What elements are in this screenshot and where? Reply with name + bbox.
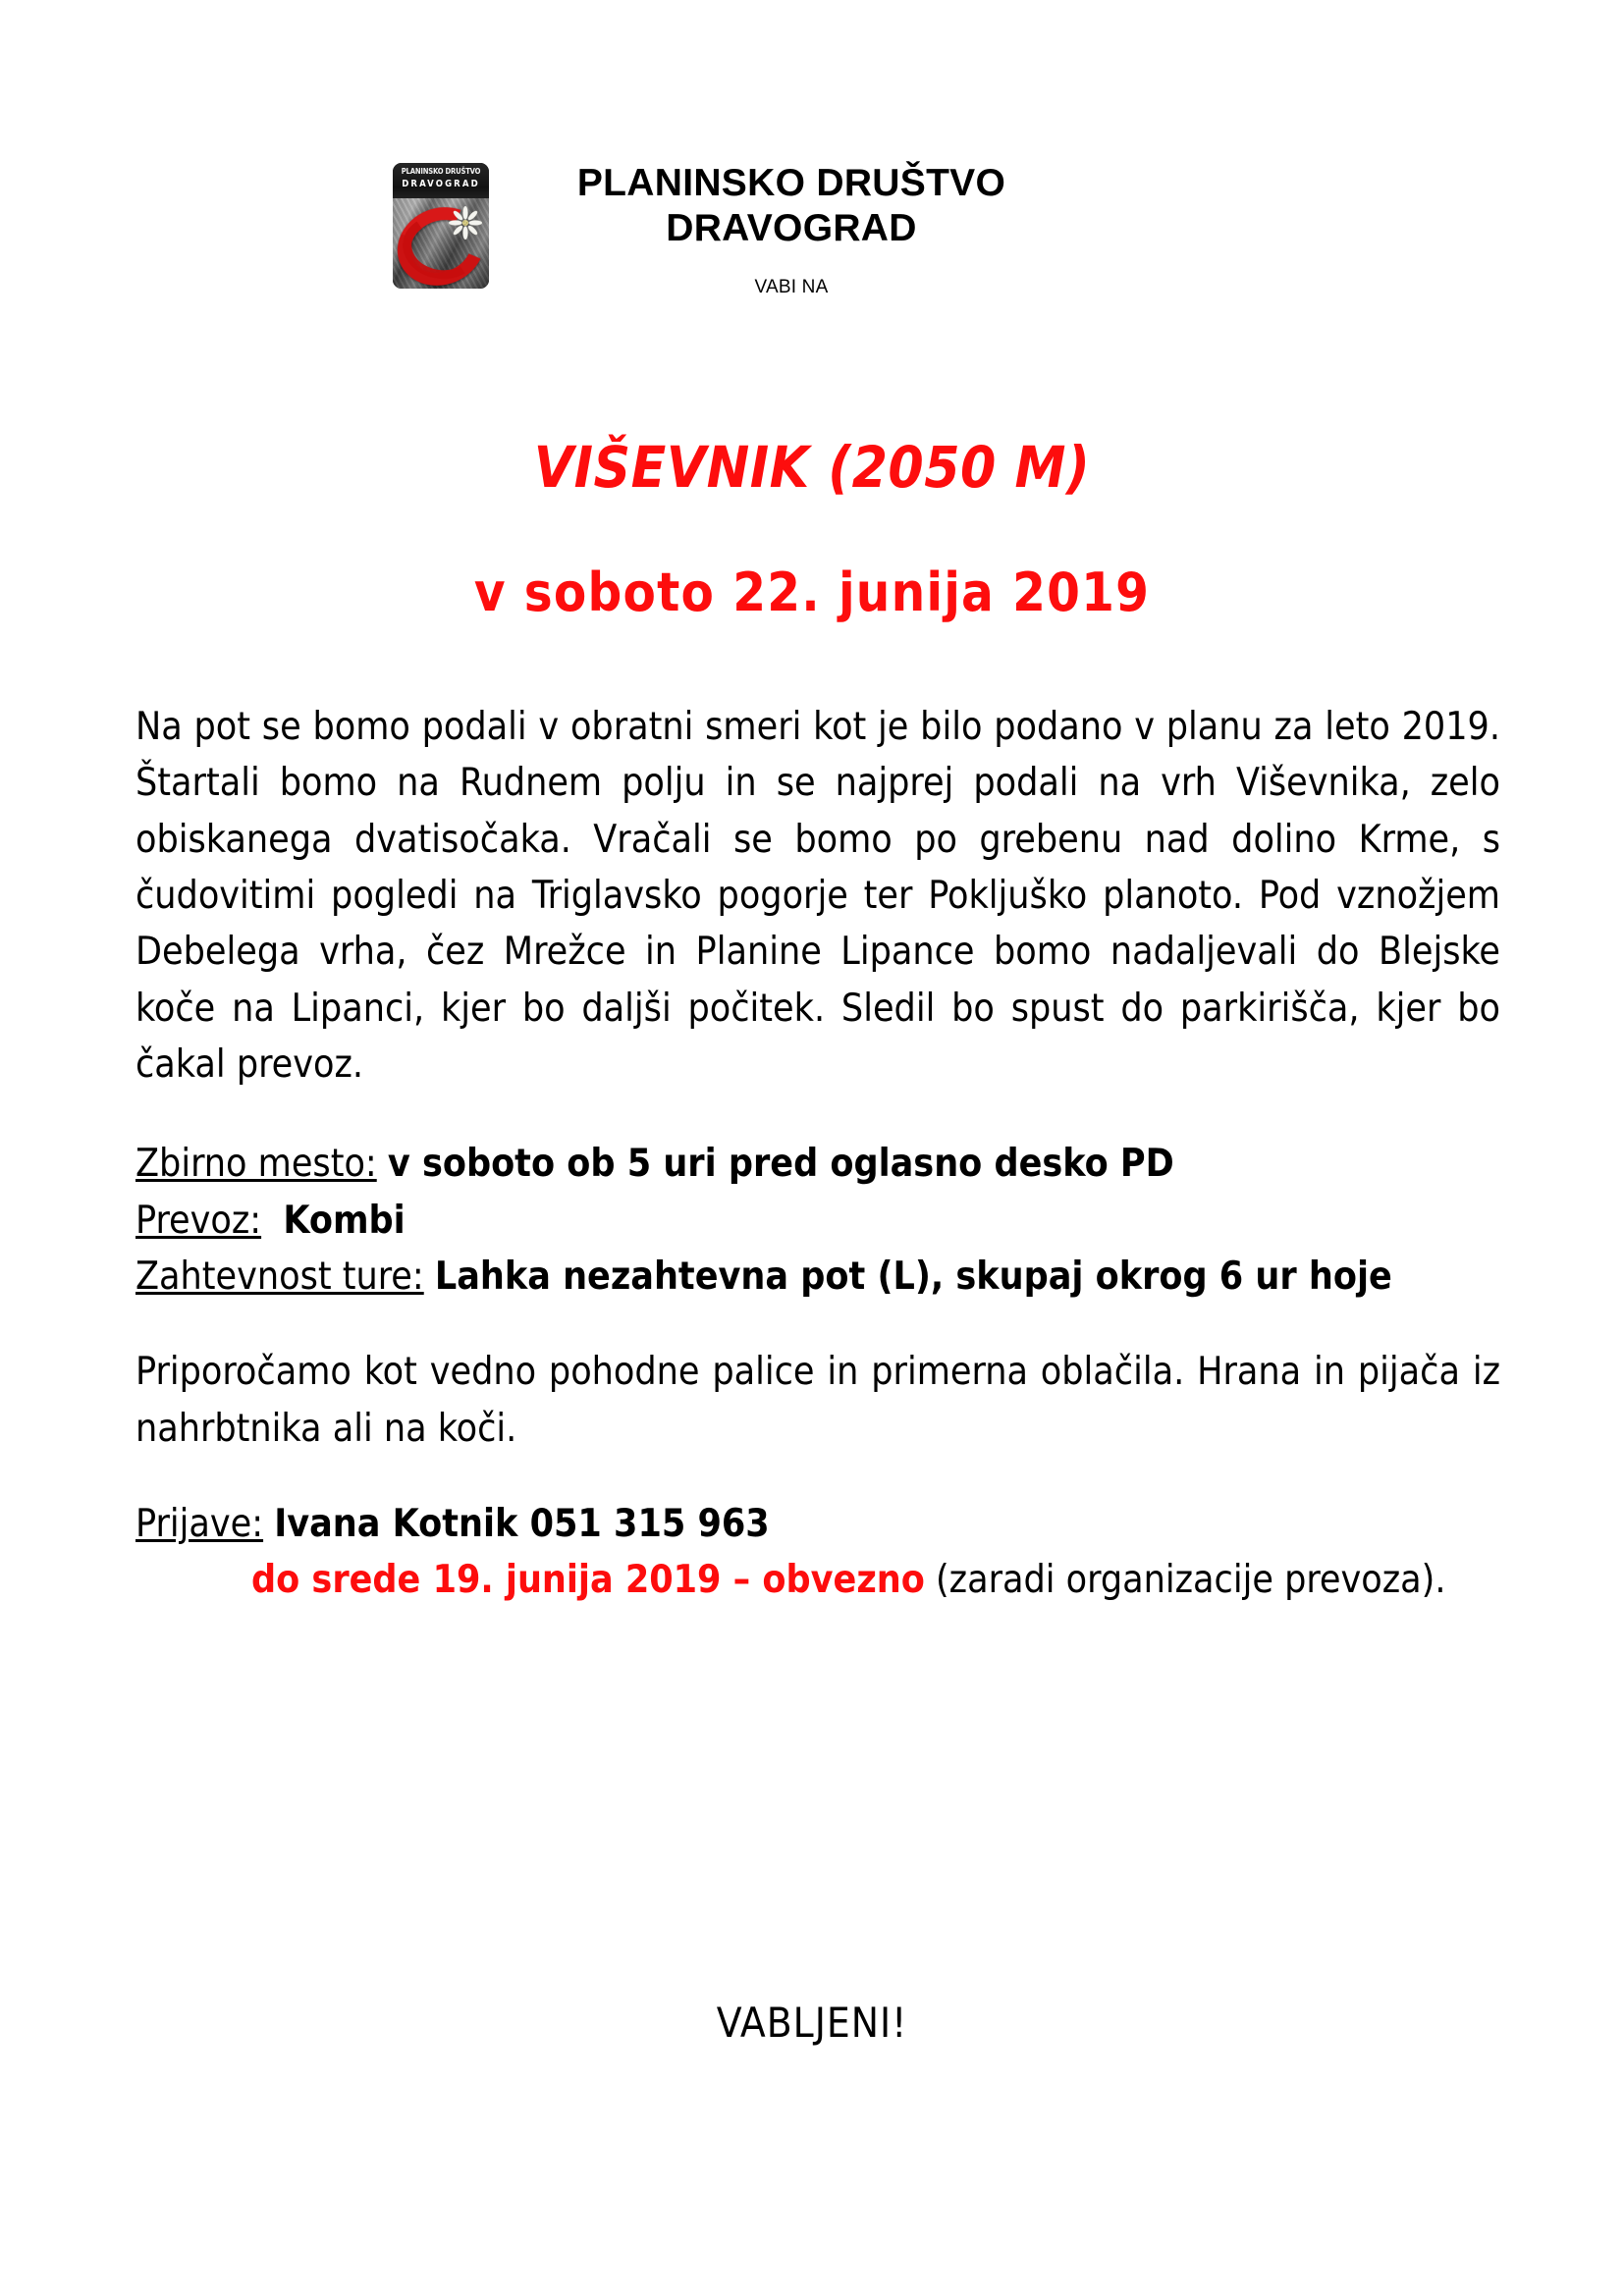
detail-row-difficulty xyxy=(135,1249,1500,1305)
registration-label: Prijave: xyxy=(135,1501,264,1546)
poster-body xyxy=(135,699,1500,1609)
logo-badge-line2: DRAVOGRAD xyxy=(402,179,480,189)
detail-label-difficulty: Zahtevnost ture: xyxy=(135,1254,424,1299)
detail-label-meeting-point: Zbirno mesto: xyxy=(135,1142,377,1187)
recommendation-text: Priporočamo kot vedno pohodne palice in primerna oblačila. Hrana in pijača iz nahrbtnika ali na koči. xyxy=(135,1350,1500,1451)
detail-sep xyxy=(925,1558,936,1602)
route-description: Na pot se bomo podali v obratni smeri kot je bilo podano v planu za leto 2019. Štartali bomo na Rudnem polju in se najprej podali na vrh Viševnika, zelo obiskanega dvatisočaka. Vračali se bomo po grebenu nad dolino Krme, s čudovitimi pogledi na Triglavsko pogorje ter Pokljuško planoto. Pod vznožjem Debelega vrha, čez Mrežce in Planine Lipance bomo nadaljevali do Blejske koče na Lipanci, kjer bo daljši počitek. Sledil bo spust do parkirišča, kjer bo čakal prevoz. xyxy=(135,705,1500,1087)
detail-value-transport: Kombi xyxy=(283,1198,406,1243)
spacer-3 xyxy=(135,1457,1500,1496)
detail-value-meeting-point: v soboto ob 5 uri pred oglasno desko PD xyxy=(387,1142,1174,1187)
registration-row xyxy=(135,1496,1500,1552)
detail-sep xyxy=(263,1502,274,1546)
detail-label-transport: Prevoz: xyxy=(135,1198,262,1243)
poster-header xyxy=(0,157,1624,298)
closing-call: VABLJENI! xyxy=(716,1999,908,2047)
detail-sep xyxy=(377,1142,388,1186)
detail-sep xyxy=(424,1255,435,1299)
edelweiss-flower-icon xyxy=(449,206,482,240)
invitation-label: VABI NA xyxy=(754,277,829,298)
organization-name-line1: PLANINSKO DRUŠTVO xyxy=(576,162,1006,204)
detail-sep xyxy=(261,1199,283,1243)
registration-deadline: do srede 19. junija 2019 – obvezno xyxy=(251,1558,925,1603)
organization-name-line2: DRAVOGRAD xyxy=(666,207,917,250)
event-title: VIŠEVNIK (2050 M) xyxy=(533,434,1091,501)
spacer-1 xyxy=(135,1093,1500,1136)
event-date: v soboto 22. junija 2019 xyxy=(473,561,1151,623)
registration-deadline-row xyxy=(135,1552,1500,1608)
registration-deadline-note: (zaradi organizacije prevoza). xyxy=(935,1558,1446,1603)
detail-row-meeting-point xyxy=(135,1136,1500,1192)
registration-contact: Ivana Kotnik 051 315 963 xyxy=(274,1501,770,1546)
spacer-2 xyxy=(135,1305,1500,1344)
logo-badge-line1: PLANINSKO DRUŠTVO xyxy=(401,167,481,176)
detail-value-difficulty: Lahka nezahtevna pot (L), skupaj okrog 6 ur hoje xyxy=(434,1254,1392,1299)
organization-title-block xyxy=(526,157,1056,298)
club-logo xyxy=(393,163,489,289)
detail-row-transport xyxy=(135,1193,1500,1249)
